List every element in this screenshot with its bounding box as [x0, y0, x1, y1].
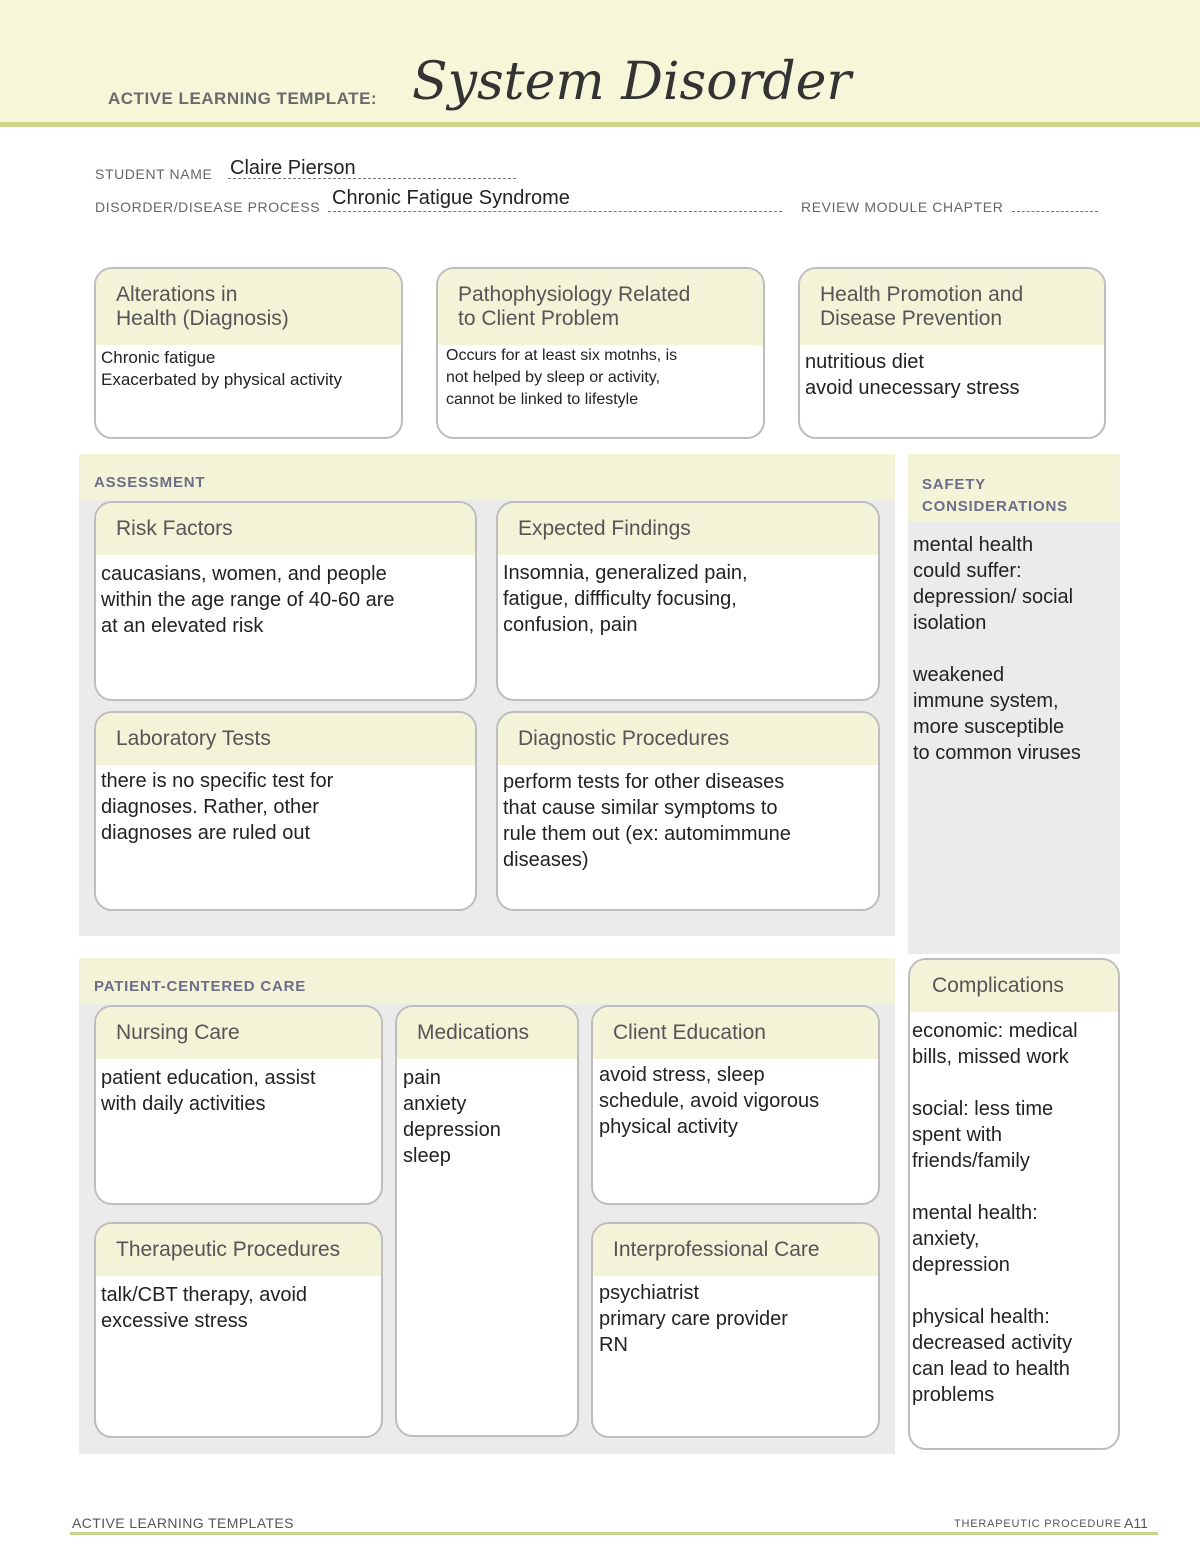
diagnostic-procedures-text[interactable]: perform tests for other diseases that cause similar symptoms to rule them out (ex: automimmune diseases)	[503, 771, 791, 871]
client-education-box	[591, 1005, 880, 1205]
safety-title: SAFETY CONSIDERATIONS	[922, 476, 1068, 515]
laboratory-tests-heading: Laboratory Tests	[96, 713, 475, 765]
alterations-heading: Alterations in Health (Diagnosis)	[96, 269, 401, 345]
complications-text[interactable]: economic: medical bills, missed work social: less time spent with friends/family mental health: anxiety, depression physical health: decreased activity can lead to health problems	[912, 1020, 1078, 1406]
risk-factors-box	[94, 501, 477, 701]
template-title: System Disorder	[412, 52, 852, 112]
interprofessional-care-heading: Interprofessional Care	[593, 1224, 878, 1276]
alterations-text[interactable]: Chronic fatigue Exacerbated by physical activity	[101, 348, 342, 389]
medications-text[interactable]: pain anxiety depression sleep	[403, 1067, 501, 1167]
medications-box	[395, 1005, 579, 1437]
expected-findings-heading: Expected Findings	[498, 503, 878, 555]
alterations-box	[94, 267, 403, 439]
health-promotion-box	[798, 267, 1106, 439]
header-divider	[0, 122, 1200, 127]
laboratory-tests-box	[94, 711, 477, 911]
interprofessional-care-text[interactable]: psychiatrist primary care provider RN	[599, 1282, 788, 1356]
disorder-field[interactable]: Chronic Fatigue Syndrome	[332, 187, 570, 209]
disorder-label: DISORDER/DISEASE PROCESS	[95, 199, 321, 215]
laboratory-tests-text[interactable]: there is no specific test for diagnoses. Rather, other diagnoses are ruled out	[101, 770, 334, 844]
footer-right-label: THERAPEUTIC PROCEDURE	[954, 1518, 1122, 1530]
client-education-text[interactable]: avoid stress, sleep schedule, avoid vigorous physical activity	[599, 1064, 820, 1138]
template-label: ACTIVE LEARNING TEMPLATE:	[108, 89, 378, 108]
student-name-label: STUDENT NAME	[95, 166, 213, 182]
footer-divider	[70, 1532, 1158, 1535]
expected-findings-text[interactable]: Insomnia, generalized pain, fatigue, diffficulty focusing, confusion, pain	[503, 562, 748, 636]
medications-heading: Medications	[397, 1007, 577, 1059]
page-number: A11	[1124, 1515, 1148, 1531]
health-promotion-heading: Health Promotion and Disease Prevention	[800, 269, 1104, 345]
student-name-field[interactable]: Claire Pierson	[230, 157, 356, 179]
therapeutic-procedures-box	[94, 1222, 383, 1438]
therapeutic-procedures-heading: Therapeutic Procedures	[96, 1224, 381, 1276]
expected-findings-box	[496, 501, 880, 701]
diagnostic-procedures-box	[496, 711, 880, 911]
nursing-care-box	[94, 1005, 383, 1205]
interprofessional-care-box	[591, 1222, 880, 1438]
pathophysiology-text[interactable]: Occurs for at least six motnhs, is not helped by sleep or activity, cannot be linked to lifestyle	[446, 347, 678, 408]
pathophysiology-heading: Pathophysiology Related to Client Problem	[438, 269, 763, 345]
assessment-title: ASSESSMENT	[94, 474, 206, 491]
review-module-label: REVIEW MODULE CHAPTER	[801, 199, 1004, 215]
therapeutic-procedures-text[interactable]: talk/CBT therapy, avoid excessive stress	[101, 1284, 308, 1332]
risk-factors-heading: Risk Factors	[96, 503, 475, 555]
disorder-line	[328, 211, 782, 212]
complications-heading: Complications	[910, 960, 1118, 1012]
patient-care-title: PATIENT-CENTERED CARE	[94, 978, 307, 995]
nursing-care-text[interactable]: patient education, assist with daily activities	[101, 1067, 316, 1115]
review-module-line	[1012, 211, 1098, 212]
complications-box	[908, 958, 1120, 1450]
pathophysiology-box	[436, 267, 765, 439]
diagnostic-procedures-heading: Diagnostic Procedures	[498, 713, 878, 765]
nursing-care-heading: Nursing Care	[96, 1007, 381, 1059]
risk-factors-text[interactable]: caucasians, women, and people within the age range of 40-60 are at an elevated risk	[101, 563, 395, 637]
health-promotion-text[interactable]: nutritious diet avoid unecessary stress	[805, 351, 1020, 399]
safety-text[interactable]: mental health could suffer: depression/ social isolation weakened immune system, more susceptible to common viruses	[913, 534, 1081, 764]
client-education-heading: Client Education	[593, 1007, 878, 1059]
footer-left-label: ACTIVE LEARNING TEMPLATES	[72, 1515, 294, 1531]
